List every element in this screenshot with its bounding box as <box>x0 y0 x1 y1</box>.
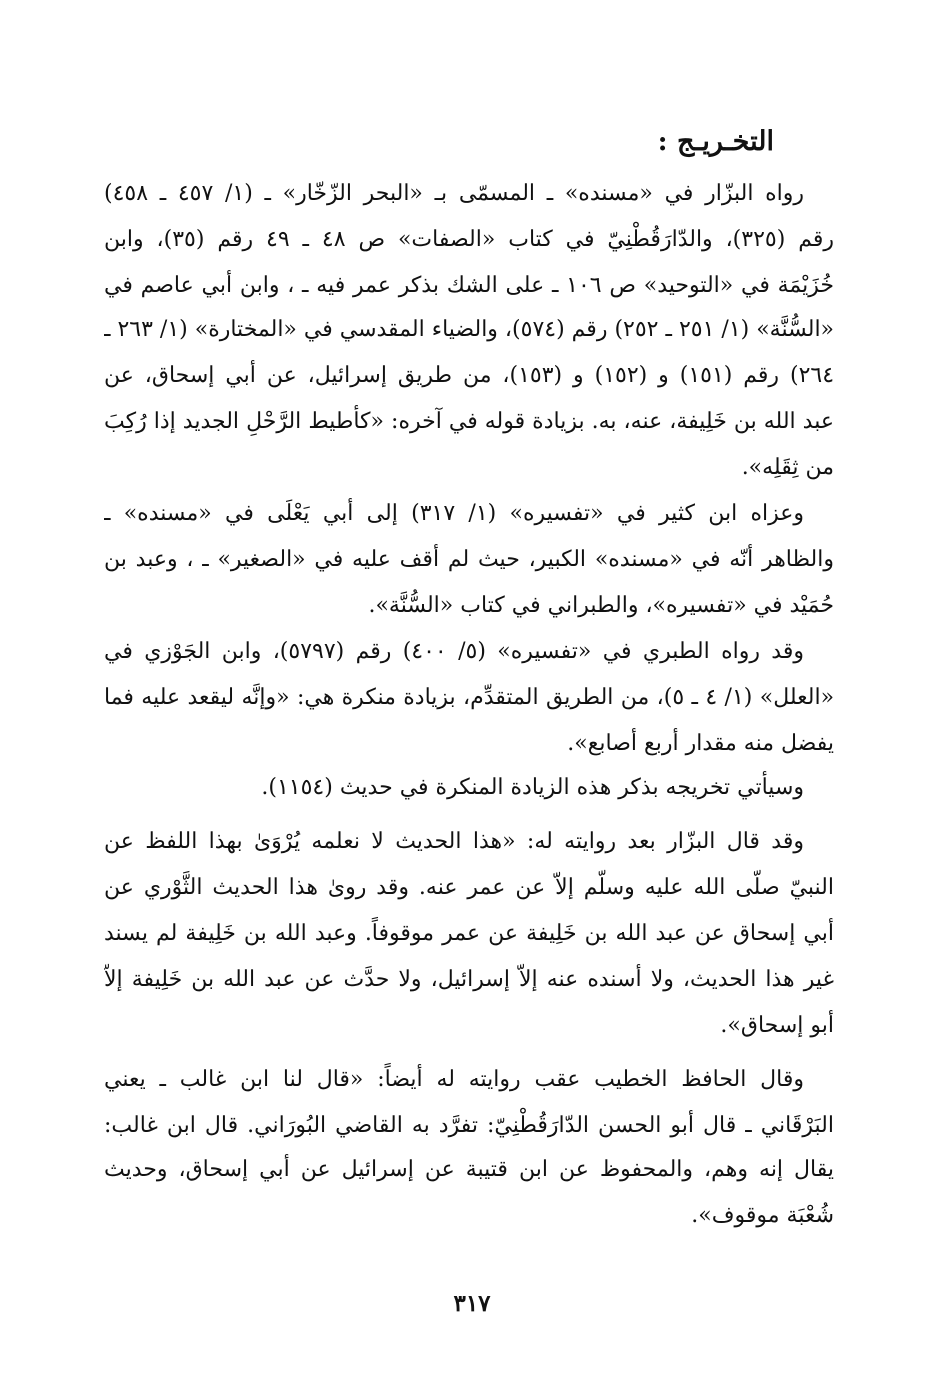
text-line: غير هذا الحديث، ولا أسنده عنه إلاّ إسرائيل، ولا حدَّث عن عبد الله بن خَلِيفة إلاّ <box>104 967 834 992</box>
text-line: أبو إسحاق». <box>720 1013 834 1038</box>
text-line: وقد قال البزّار بعد روايته له: «هذا الحديث لا نعلمه يُرْوَىٰ بهذا اللفظ عن <box>104 829 804 854</box>
text-line: من ثِقَلِه». <box>741 455 834 480</box>
text-line: وسيأتي تخريجه بذكر هذه الزيادة المنكرة في حديث (١١٥٤). <box>261 775 804 800</box>
text-line: وقال الحافظ الخطيب عقب روايته له أيضاً: «قال لنا ابن غالب ـ يعني <box>104 1067 804 1092</box>
text-line: أبي إسحاق عن عبد الله بن خَلِيفة عن عمر موقوفاً. وعبد الله بن خَلِيفة لم يسند <box>104 921 834 946</box>
text-line: وعزاه ابن كثير في «تفسيره» (١/ ٣١٧) إلى أبي يَعْلَى في «مسنده» ـ <box>104 501 804 526</box>
text-line: يقال إنه وهم، والمحفوظ عن ابن قتيبة عن إسرائيل عن أبي إسحاق، وحديث <box>104 1157 834 1182</box>
text-line: وقد رواه الطبري في «تفسيره» (٥/ ٤٠٠) رقم (٥٧٩٧)، وابن الجَوْزي في <box>104 639 804 664</box>
text-line: النبيّ صلّى الله عليه وسلّم إلاّ عن عمر عنه. وقد روىٰ هذا الحديث الثَّوْري عن <box>104 875 834 900</box>
text-line: رقم (٣٢٥)، والدّارَقُطْنِيّ في كتاب «الصفات» ص ٤٨ ـ ٤٩ رقم (٣٥)، وابن <box>104 227 834 252</box>
text-line: شُعْبَة موقوف». <box>691 1203 834 1228</box>
text-line: عبد الله بن خَلِيفة، عنه، به. بزيادة قوله في آخره: «كأطيط الرَّحْلِ الجديد إذا رُكِبَ <box>104 409 834 434</box>
text-line: «العلل» (١/ ٤ ـ ٥)، من الطريق المتقدِّم، بزيادة منكرة هي: «وإنَّه ليقعد عليه فما <box>104 685 834 710</box>
text-line: يفضل منه مقدار أربع أصابع». <box>567 731 834 756</box>
section-heading: التخـريـج : <box>657 126 774 157</box>
text-line: خُزَيْمَة في «التوحيد» ص ١٠٦ ـ على الشك بذكر عمر فيه ـ ، وابن أبي عاصم في <box>104 273 834 298</box>
text-line: حُمَيْد في «تفسيره»، والطبراني في كتاب «السُّنَّة». <box>368 593 834 618</box>
text-line: رواه البزّار في «مسنده» ـ المسمّى بـ «البحر الزّخّار» ـ (١/ ٤٥٧ ـ ٤٥٨) <box>104 181 804 206</box>
text-line: والظاهر أنّه في «مسنده» الكبير، حيث لم أقف عليه في «الصغير» ـ ، وعبد بن <box>104 547 834 572</box>
text-line: «السُّنَّة» (١/ ٢٥١ ـ ٢٥٢) رقم (٥٧٤)، والضياء المقدسي في «المختارة» (١/ ٢٦٣ ـ <box>104 317 834 342</box>
text-line: البَرْقَاني ـ قال أبو الحسن الدّارَقُطْنِيّ: تفرَّد به القاضي البُورَاني. قال ابن غالب: <box>104 1113 834 1138</box>
text-line: ٢٦٤) رقم (١٥١) و (١٥٢) و (١٥٣)، من طريق إسرائيل، عن أبي إسحاق، عن <box>104 363 834 388</box>
page-number: ٣١٧ <box>453 1290 491 1317</box>
